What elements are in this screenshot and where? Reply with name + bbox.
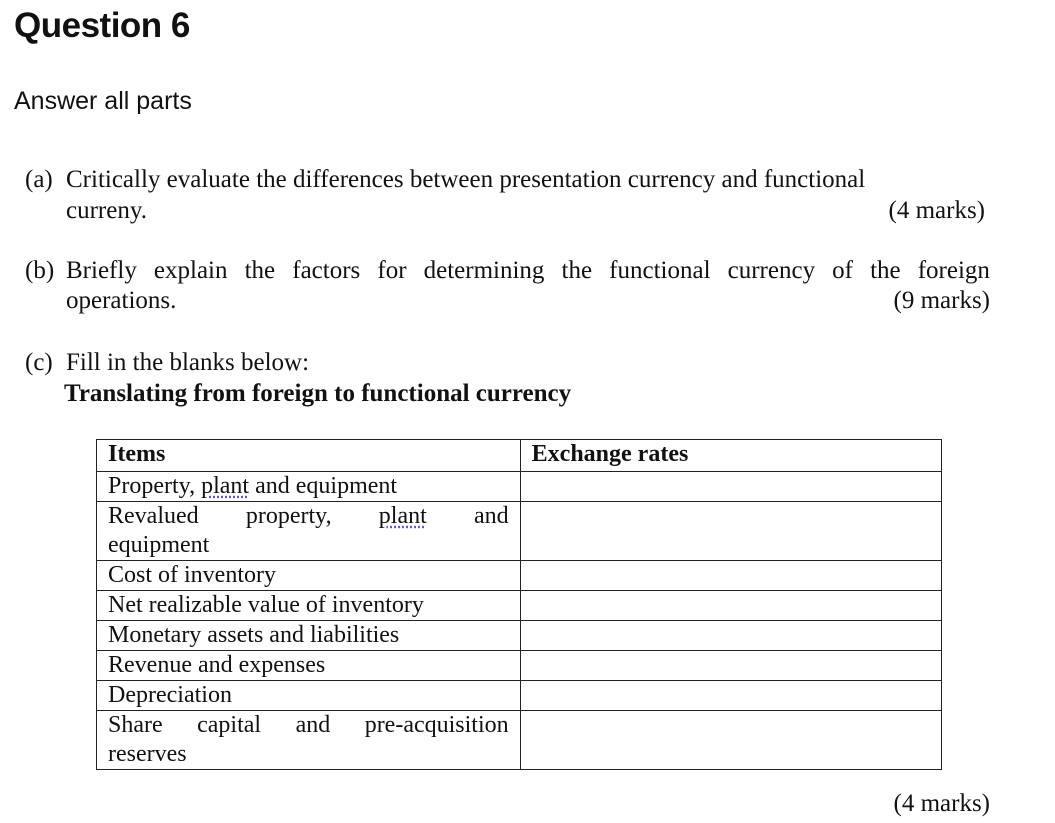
item-cell: Net realizable value of inventory (97, 591, 521, 621)
part-a-label: (a) (25, 166, 53, 193)
rate-input-cell[interactable] (520, 651, 941, 681)
item-cell: Property, plant and equipment (97, 472, 521, 502)
rate-input-cell[interactable] (520, 502, 941, 561)
table-row (97, 651, 942, 681)
part-c-marks: (4 marks) (893, 790, 990, 817)
item-cell: Monetary assets and liabilities (97, 621, 521, 651)
rate-input-cell[interactable] (520, 472, 941, 502)
table-title: Translating from foreign to functional currency (64, 380, 572, 407)
spellcheck-underline: plant (378, 503, 427, 529)
question-title: Question 6 (14, 6, 190, 45)
item-cell: Revalued property, plant and equipment (97, 502, 521, 561)
table-row (97, 711, 942, 770)
header-exchange-rates: Exchange rates (520, 440, 941, 472)
table-row (97, 681, 942, 711)
table-row (97, 472, 942, 502)
part-b-text-line2: operations. (66, 287, 177, 314)
part-b-marks: (9 marks) (893, 287, 990, 314)
table-row (97, 591, 942, 621)
item-cell: Revenue and expenses (97, 651, 521, 681)
part-b-label: (b) (25, 257, 55, 284)
part-c-text: Fill in the blanks below: (66, 349, 310, 376)
table-row (97, 561, 942, 591)
table-row (97, 621, 942, 651)
exchange-rate-table (96, 439, 942, 770)
part-a-marks: (4 marks) (888, 197, 985, 224)
table-row (97, 502, 942, 561)
part-a-text-line2: curreny. (66, 197, 147, 224)
header-items: Items (97, 440, 521, 472)
rate-input-cell[interactable] (520, 621, 941, 651)
instruction-text: Answer all parts (14, 87, 192, 115)
item-cell: Share capital and pre-acquisition reserves (97, 711, 521, 770)
item-cell: Cost of inventory (97, 561, 521, 591)
table-header-row (97, 440, 942, 472)
part-a-text-line1: Critically evaluate the differences between presentation currency and functional (66, 166, 866, 193)
rate-input-cell[interactable] (520, 591, 941, 621)
rate-input-cell[interactable] (520, 561, 941, 591)
rate-input-cell[interactable] (520, 681, 941, 711)
part-c-label: (c) (25, 349, 53, 376)
part-b-text-line1: Briefly explain the factors for determining the functional currency of the foreign (66, 257, 990, 284)
item-cell: Depreciation (97, 681, 521, 711)
spellcheck-underline: plant (201, 473, 250, 499)
rate-input-cell[interactable] (520, 711, 941, 770)
